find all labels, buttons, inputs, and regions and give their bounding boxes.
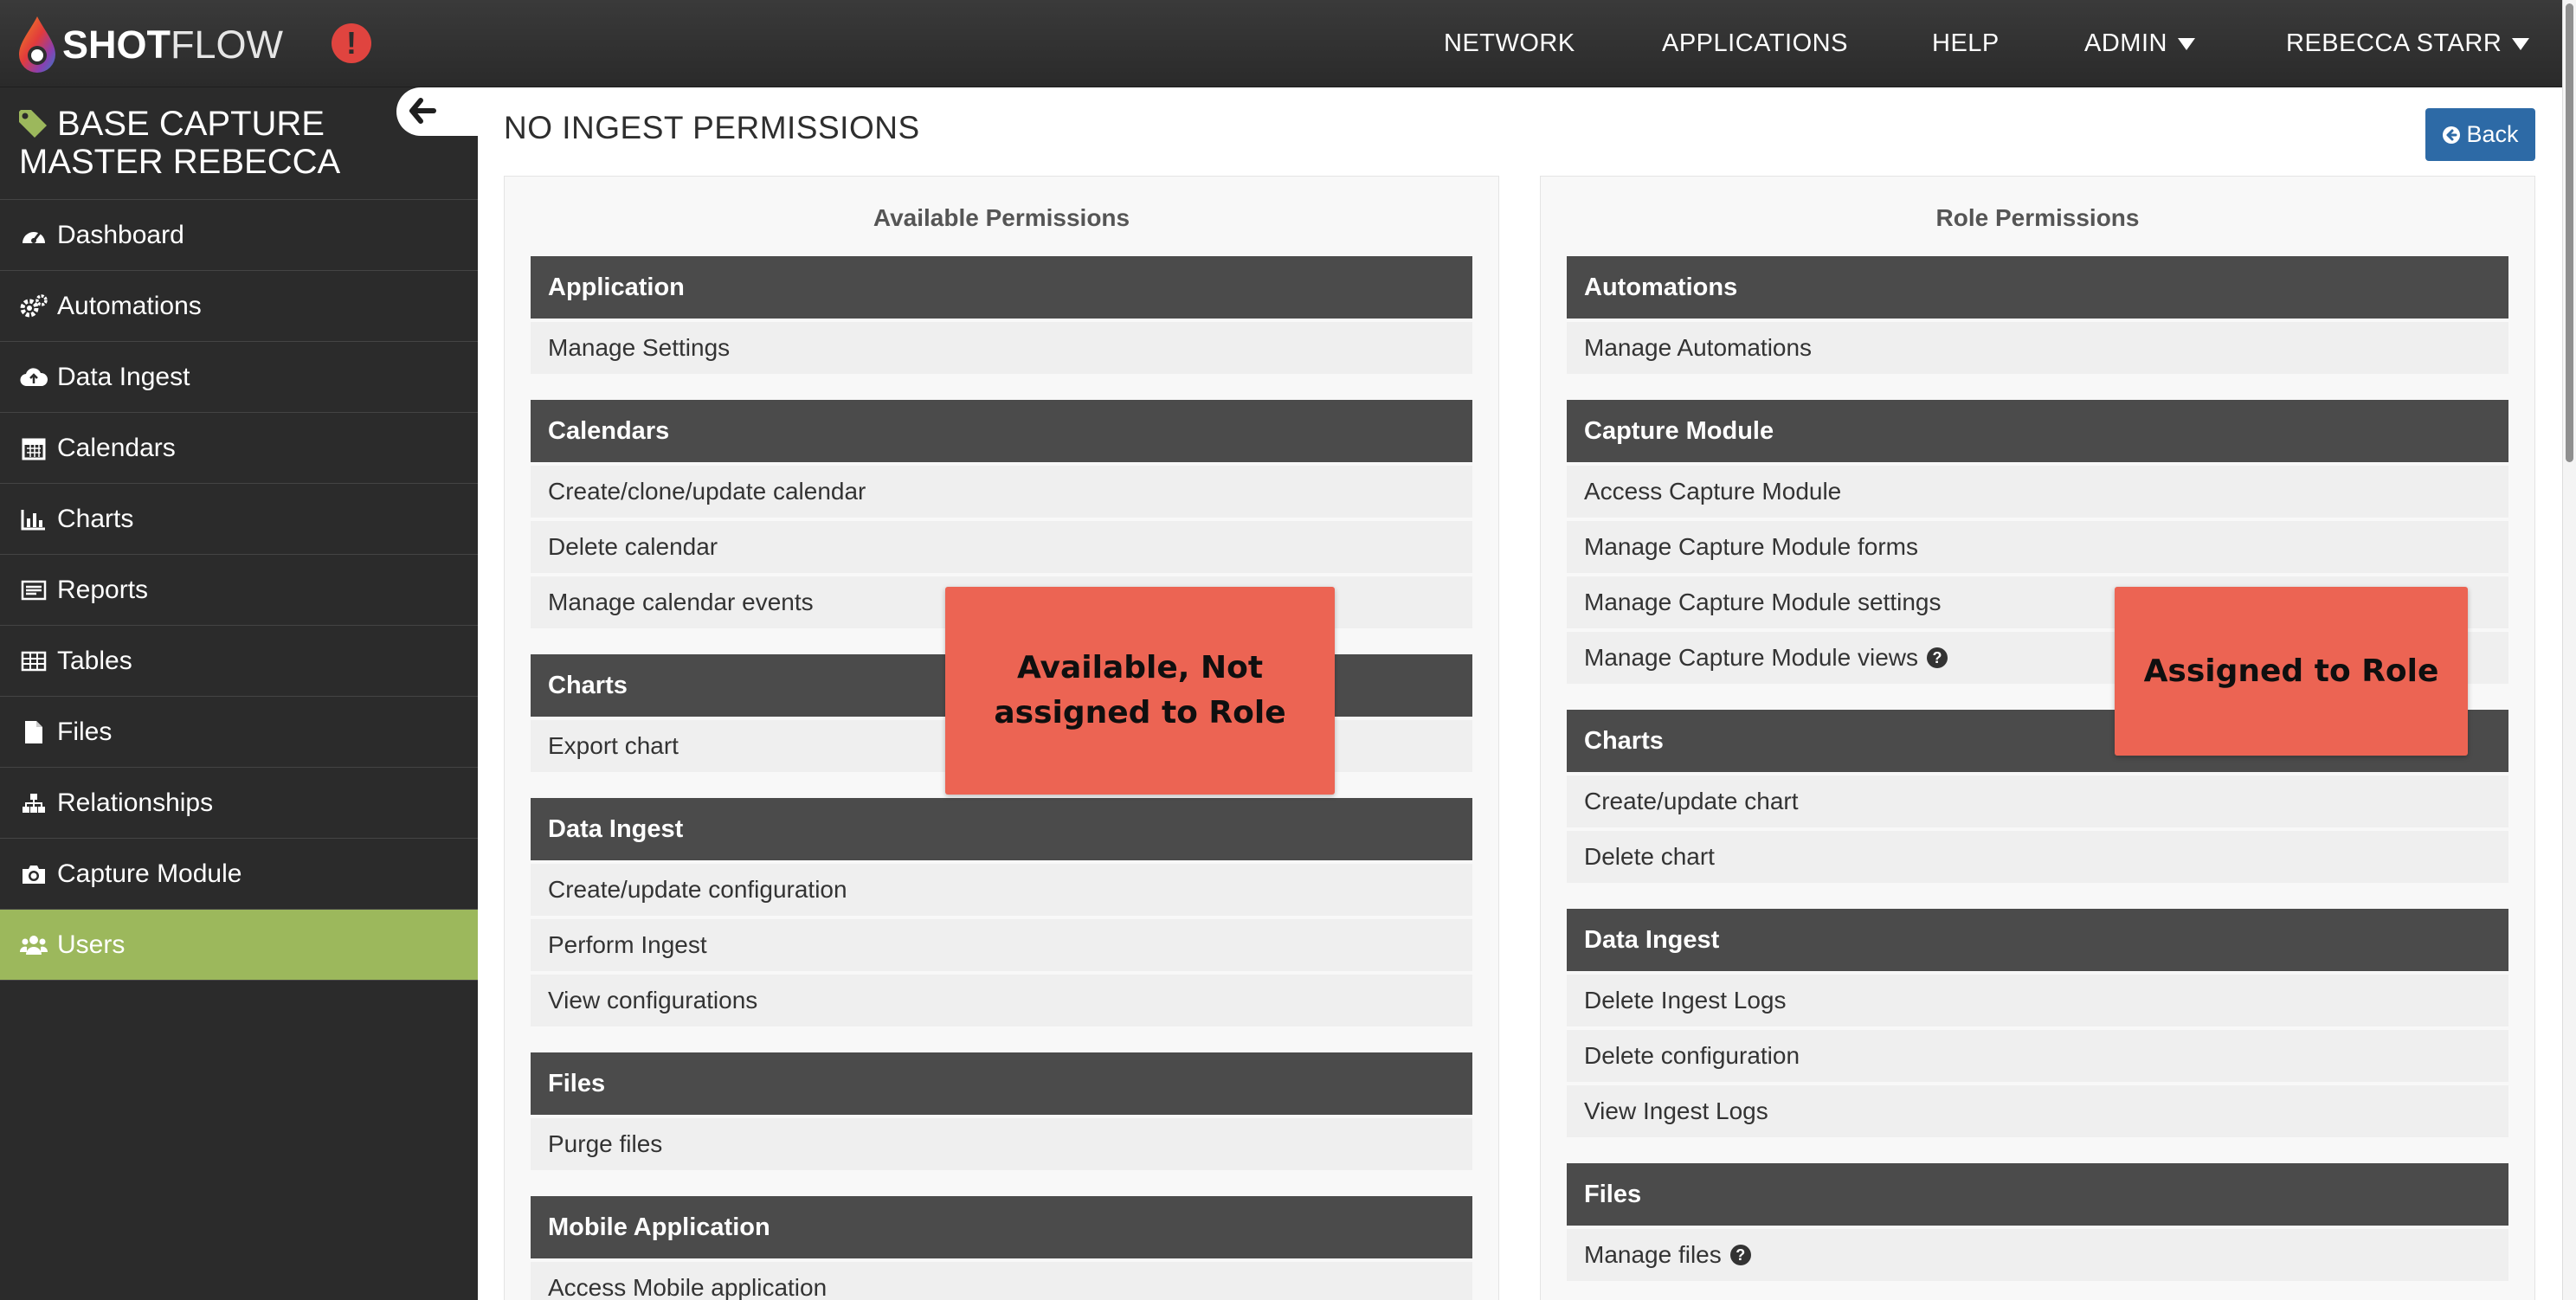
permission-item[interactable]: Access Capture Module: [1567, 466, 2508, 518]
permission-item[interactable]: Export chart: [531, 720, 1472, 772]
role-permissions-title: Role Permissions: [1935, 204, 2140, 231]
permission-item[interactable]: Delete configuration: [1567, 1030, 2508, 1082]
calendar-icon: [19, 434, 48, 463]
nav-user-label: REBECCA STARR: [2286, 29, 2502, 57]
group-header: Mobile Application: [531, 1196, 1472, 1258]
sidebar-item-label: Automations: [57, 291, 202, 320]
caret-down-icon: [2178, 38, 2195, 50]
page-scrollbar[interactable]: [2562, 0, 2576, 1300]
group-header: Charts: [531, 654, 1472, 717]
permission-item[interactable]: Create/update chart: [1567, 775, 2508, 827]
sidebar-item-files[interactable]: [0, 697, 478, 768]
scrollbar-thumb[interactable]: [2566, 3, 2573, 462]
main-content: [478, 87, 2562, 1300]
sidebar-item-label: Reports: [57, 575, 149, 604]
top-navbar: [0, 0, 2562, 87]
permission-group-files: [531, 1052, 1472, 1170]
question-circle-icon[interactable]: ?: [1730, 1245, 1751, 1265]
camera-icon: [19, 859, 48, 889]
sidebar-item-capture-module[interactable]: [0, 839, 478, 910]
nav-user-dropdown[interactable]: [2286, 0, 2529, 87]
sidebar-item-reports[interactable]: [0, 555, 478, 626]
sidebar-item-label: Users: [57, 930, 126, 959]
group-header: Calendars: [531, 400, 1472, 462]
sitemap-icon: [19, 788, 48, 818]
sidebar-item-label: Tables: [57, 646, 132, 675]
permission-item[interactable]: Manage Capture Module settings: [1567, 576, 2508, 628]
sidebar-item-label: Files: [57, 717, 113, 746]
permission-item[interactable]: View configurations: [531, 975, 1472, 1026]
logo-drop-icon: [16, 15, 59, 75]
permission-item[interactable]: Delete chart: [1567, 831, 2508, 883]
callout-assigned-to-role: [2115, 587, 2468, 756]
group-header: Data Ingest: [531, 798, 1472, 860]
arrow-circle-left-icon: [2442, 125, 2461, 145]
arrow-left-icon: [409, 98, 436, 124]
permission-item[interactable]: View Ingest Logs: [1567, 1085, 2508, 1137]
sidebar: [0, 87, 478, 1300]
permission-item[interactable]: Create/clone/update calendar: [531, 466, 1472, 518]
nav-help[interactable]: HELP: [1932, 29, 2000, 57]
permission-item[interactable]: Create/update configuration: [531, 864, 1472, 916]
permission-item[interactable]: [1567, 1229, 2508, 1281]
sidebar-item-data-ingest[interactable]: [0, 342, 478, 413]
back-button[interactable]: [2425, 108, 2535, 161]
shotflow-logo[interactable]: [16, 14, 283, 76]
permission-group-files: [1567, 1163, 2508, 1281]
sidebar-item-tables[interactable]: [0, 626, 478, 697]
sidebar-item-label: Capture Module: [57, 859, 242, 888]
sidebar-item-label: Relationships: [57, 788, 214, 817]
permission-group-mobile-application: [531, 1196, 1472, 1300]
sidebar-header: [0, 87, 478, 200]
sidebar-item-calendars[interactable]: [0, 413, 478, 484]
permission-item[interactable]: Perform Ingest: [531, 919, 1472, 971]
permission-item[interactable]: Manage calendar events: [531, 576, 1472, 628]
collapse-sidebar-button[interactable]: [396, 87, 478, 136]
back-button-label: Back: [2466, 121, 2519, 147]
nav-admin-dropdown[interactable]: [2084, 0, 2195, 87]
group-header: Files: [1567, 1163, 2508, 1226]
permission-item[interactable]: Manage Capture Module forms: [1567, 521, 2508, 573]
permission-label: Manage files: [1584, 1241, 1722, 1268]
caret-down-icon: [2512, 38, 2529, 50]
permission-item[interactable]: Purge files: [531, 1118, 1472, 1170]
sidebar-item-relationships[interactable]: [0, 768, 478, 839]
permission-group-data-ingest: [1567, 909, 2508, 1137]
sidebar-item-label: Data Ingest: [57, 362, 190, 391]
file-icon: [19, 718, 48, 747]
nav-applications[interactable]: APPLICATIONS: [1662, 29, 1848, 57]
alert-icon[interactable]: !: [332, 23, 371, 63]
sidebar-item-automations[interactable]: [0, 271, 478, 342]
callout-available-not-assigned: [945, 587, 1335, 795]
permission-group-automations: [1567, 256, 2508, 374]
table-icon: [19, 647, 48, 676]
logo-wordmark: SHOTFLOW: [62, 23, 284, 67]
group-header: Files: [531, 1052, 1472, 1115]
permission-item[interactable]: Access Mobile application: [531, 1262, 1472, 1300]
question-circle-icon[interactable]: ?: [1927, 647, 1948, 668]
cogs-icon: [19, 292, 48, 321]
group-header: Capture Module: [1567, 400, 2508, 462]
sidebar-item-charts[interactable]: [0, 484, 478, 555]
sidebar-item-dashboard[interactable]: [0, 200, 478, 271]
available-permissions-title: Available Permissions: [873, 204, 1130, 231]
permission-item[interactable]: Manage Automations: [1567, 322, 2508, 374]
nav-admin-label: ADMIN: [2084, 29, 2167, 57]
permission-group-data-ingest: [531, 798, 1472, 1026]
group-header: Data Ingest: [1567, 909, 2508, 971]
sidebar-item-label: Calendars: [57, 433, 176, 462]
group-header: Charts: [1567, 710, 2508, 772]
permission-item[interactable]: Delete calendar: [531, 521, 1472, 573]
nav-network[interactable]: NETWORK: [1444, 29, 1575, 57]
sidebar-item-label: Charts: [57, 504, 134, 533]
dashboard-icon: [19, 221, 48, 250]
reports-icon: [19, 576, 48, 605]
sidebar-item-users[interactable]: [0, 910, 478, 981]
group-header: Automations: [1567, 256, 2508, 319]
permission-group-application: [531, 256, 1472, 374]
callout-text: Available, Not assigned to Role: [994, 650, 1286, 730]
bar-chart-icon: [19, 505, 48, 534]
permission-item[interactable]: Delete Ingest Logs: [1567, 975, 2508, 1026]
permission-label: Manage Capture Module views: [1584, 644, 1918, 671]
callout-text: Assigned to Role: [2143, 653, 2439, 689]
users-icon: [19, 930, 48, 960]
permission-item[interactable]: Manage Settings: [531, 322, 1472, 374]
page-title: NO INGEST PERMISSIONS: [504, 110, 920, 145]
sidebar-item-label: Dashboard: [57, 220, 184, 249]
cloud-upload-icon: [19, 363, 48, 392]
group-header: Application: [531, 256, 1472, 319]
project-title: BASE CAPTURE MASTER REBECCA: [19, 105, 341, 181]
